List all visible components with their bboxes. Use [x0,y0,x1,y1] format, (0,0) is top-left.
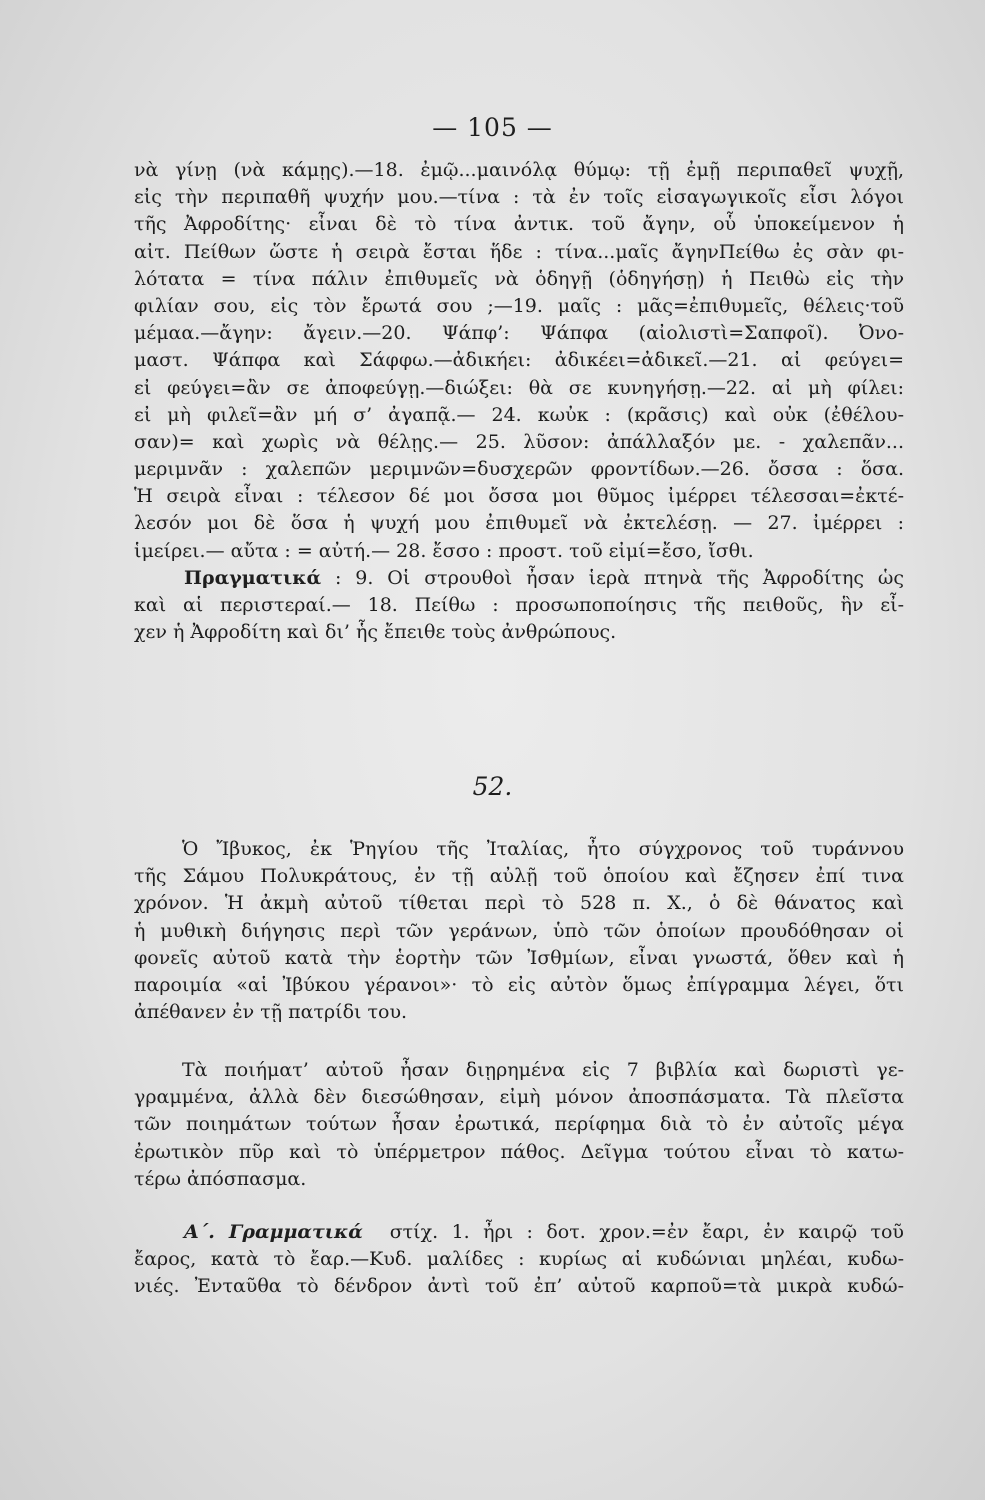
note-line: ἱμείρει.— αὔτα : = αὐτή.— 28. ἔσσο : προστ. τοῦ εἰμί=ἔσο, ἴσθι. [134,539,754,562]
intro-line: ἡ μυθικὴ διήγησις περὶ τῶν γεράνων, ὑπὸ τῶν ὁποίων προυδόθησαν οἱ [134,919,904,942]
intro-line: τῆς Σάμου Πολυκράτους, ἐν τῇ αὐλῇ τοῦ ὁποίου καὶ ἔζησεν ἐπί τινα [134,865,904,888]
pragmatika-line: καὶ αἱ περιστεραί.— 18. Πείθω : προσωποποίησις τῆς πειθοῦς, ἣν εἶ- [134,594,904,616]
note-line: Ἡ σειρὰ εἶναι : τέλεσον δέ μοι ὄσσα μοι θῦμος ἰμέρρει τέλεσσαι=ἐκτέ- [134,485,904,508]
note-line: αἰτ. Πείθων ὥστε ἡ σειρὰ ἔσται ἥδε : τίνα...μαῖς ἄγηνΠείθω ἐς σὰν φι- [134,240,904,263]
grammatika-label: Α΄. Γραμματικά [184,1221,363,1243]
page-number: — 105 — [432,113,553,142]
note-line: μεριμνᾶν : χαλεπῶν μεριμνῶν=δυσχερῶν φροντίδων.—26. ὄσσα : ὅσα. [134,458,904,481]
note-line: μέμαα.—ἄγην: ἄγειν.—20. Ψάπφ’: Ψάπφα (αἰολιστὶ=Σαπφοῖ). Ὀνο- [134,322,904,345]
note-line: τῆς Ἀφροδίτης· εἶναι δὲ τὸ τίνα ἀντικ. τοῦ ἄγην, οὗ ὑποκείμενον ἡ [134,213,904,236]
note-line: λότατα = τίνα πάλιν ἐπιθυμεῖς νὰ ὁδηγῇ (ὁδηγήσῃ) ἡ Πειθὼ εἰς τὴν [134,267,904,290]
note-line: νὰ γίνῃ (νὰ κάμῃς).—18. ἐμῷ...μαινόλᾳ θύμῳ: τῇ ἐμῇ περιπαθεῖ ψυχῇ, [134,159,904,181]
note-line: εἰς τὴν περιπαθῆ ψυχήν μου.—τίνα : τὰ ἐν τοῖς εἰσαγωγικοῖς εἶσι λόγοι [134,186,904,209]
poems-line: ἐρωτικὸν πῦρ καὶ τὸ ὑπέρμετρον πάθος. Δεῖγμα τούτου εἶναι τὸ κατω- [134,1140,904,1163]
pragmatika-label: Πραγματικά [184,566,322,589]
intro-line: Ὁ Ἴβυκος, ἐκ Ῥηγίου τῆς Ἰταλίας, ἦτο σύγχρονος τοῦ τυράννου [182,838,904,860]
grammatika-line: ἔαρος, κατὰ τὸ ἔαρ.—Κυδ. μαλίδες : κυρίως αἱ κυδώνιαι μηλέαι, κυδω- [134,1248,904,1271]
note-line: λεσόν μοι δὲ ὅσα ἡ ψυχή μου ἐπιθυμεῖ νὰ ἐκτελέσῃ. — 27. ἰμέρρει : [134,512,904,535]
intro-paragraph [134,836,904,1026]
note-line: μαστ. Ψάπφα καὶ Σάφφω.—ἀδικήει: ἀδικέει=ἀδικεῖ.—21. αἰ φεύγει= [134,349,904,372]
poems-line: τῶν ποιημάτων τούτων ἦσαν ἐρωτικά, περίφημα διὰ τὸ ἐν αὐτοῖς μέγα [134,1113,904,1136]
pragmatika-line: χεν ἡ Ἀφροδίτη καὶ δι’ ἧς ἔπειθε τοὺς ἀνθρώπους. [134,621,617,644]
commentary-notes [134,157,904,646]
poems-line: τέρω ἀπόσπασμα. [134,1167,307,1190]
note-line: φιλίαν σου, εἰς τὸν ἔρωτά σου ;—19. μαῖς : μᾶς=ἐπιθυμεῖς, θέλεις·τοῦ [134,294,904,317]
grammatika-paragraph [134,1219,904,1301]
note-line: εἰ φεύγει=ἂν σε ἀποφεύγῃ.—διώξει: θὰ σε κυνηγήσῃ.—22. αἰ μὴ φίλει: [134,376,904,399]
intro-line: παροιμία «αἱ Ἰβύκου γέρανοι»· τὸ εἰς αὐτὸν ὅμως ἐπίγραμμα λέγει, ὅτι [134,973,904,996]
note-line: εἰ μὴ φιλεῖ=ἂν μή σ’ ἀγαπᾷ.— 24. κωὐκ : (κρᾶσις) καὶ οὐκ (ἐθέλου- [134,403,904,426]
intro-line: ἀπέθανεν ἐν τῇ πατρίδι του. [134,1001,408,1024]
poems-paragraph [134,1057,904,1193]
grammatika-text: στίχ. 1. ἦρι : δοτ. χρον.=ἐν ἔαρι, ἐν καιρῷ τοῦ [389,1221,904,1243]
intro-line: χρόνον. Ἡ ἀκμὴ αὐτοῦ τίθεται περὶ τὸ 528 π. Χ., ὁ δὲ θάνατος καὶ [134,892,904,915]
pragmatika-line [134,565,904,592]
note-line: σαν)= καὶ χωρὶς νὰ θέλῃς.— 25. λῦσον: ἀπάλλαξόν με. - χαλεπᾶν... [134,430,904,453]
poems-line: Τὰ ποιήματ’ αὐτοῦ ἦσαν διῃρημένα εἰς 7 βιβλία καὶ δωριστὶ γε- [182,1059,904,1081]
grammatika-line [134,1219,904,1246]
section-number: 52. [472,772,513,801]
intro-line: φονεῖς αὐτοῦ κατὰ τὴν ἑορτὴν τῶν Ἰσθμίων, εἶναι γνωστά, ὅθεν καὶ ἡ [134,946,904,969]
pragmatika-text: : 9. Οἱ στρουθοὶ ἦσαν ἱερὰ πτηνὰ τῆς Ἀφροδίτης ὡς [335,566,904,589]
poems-line: γραμμένα, ἀλλὰ δὲν διεσώθησαν, εἰμὴ μόνον ἀποσπάσματα. Τὰ πλεῖστα [134,1086,904,1109]
grammatika-line: νιές. Ἐνταῦθα τὸ δένδρον ἀντὶ τοῦ ἐπ’ αὐτοῦ καρποῦ=τὰ μικρὰ κυδώ- [134,1275,904,1298]
